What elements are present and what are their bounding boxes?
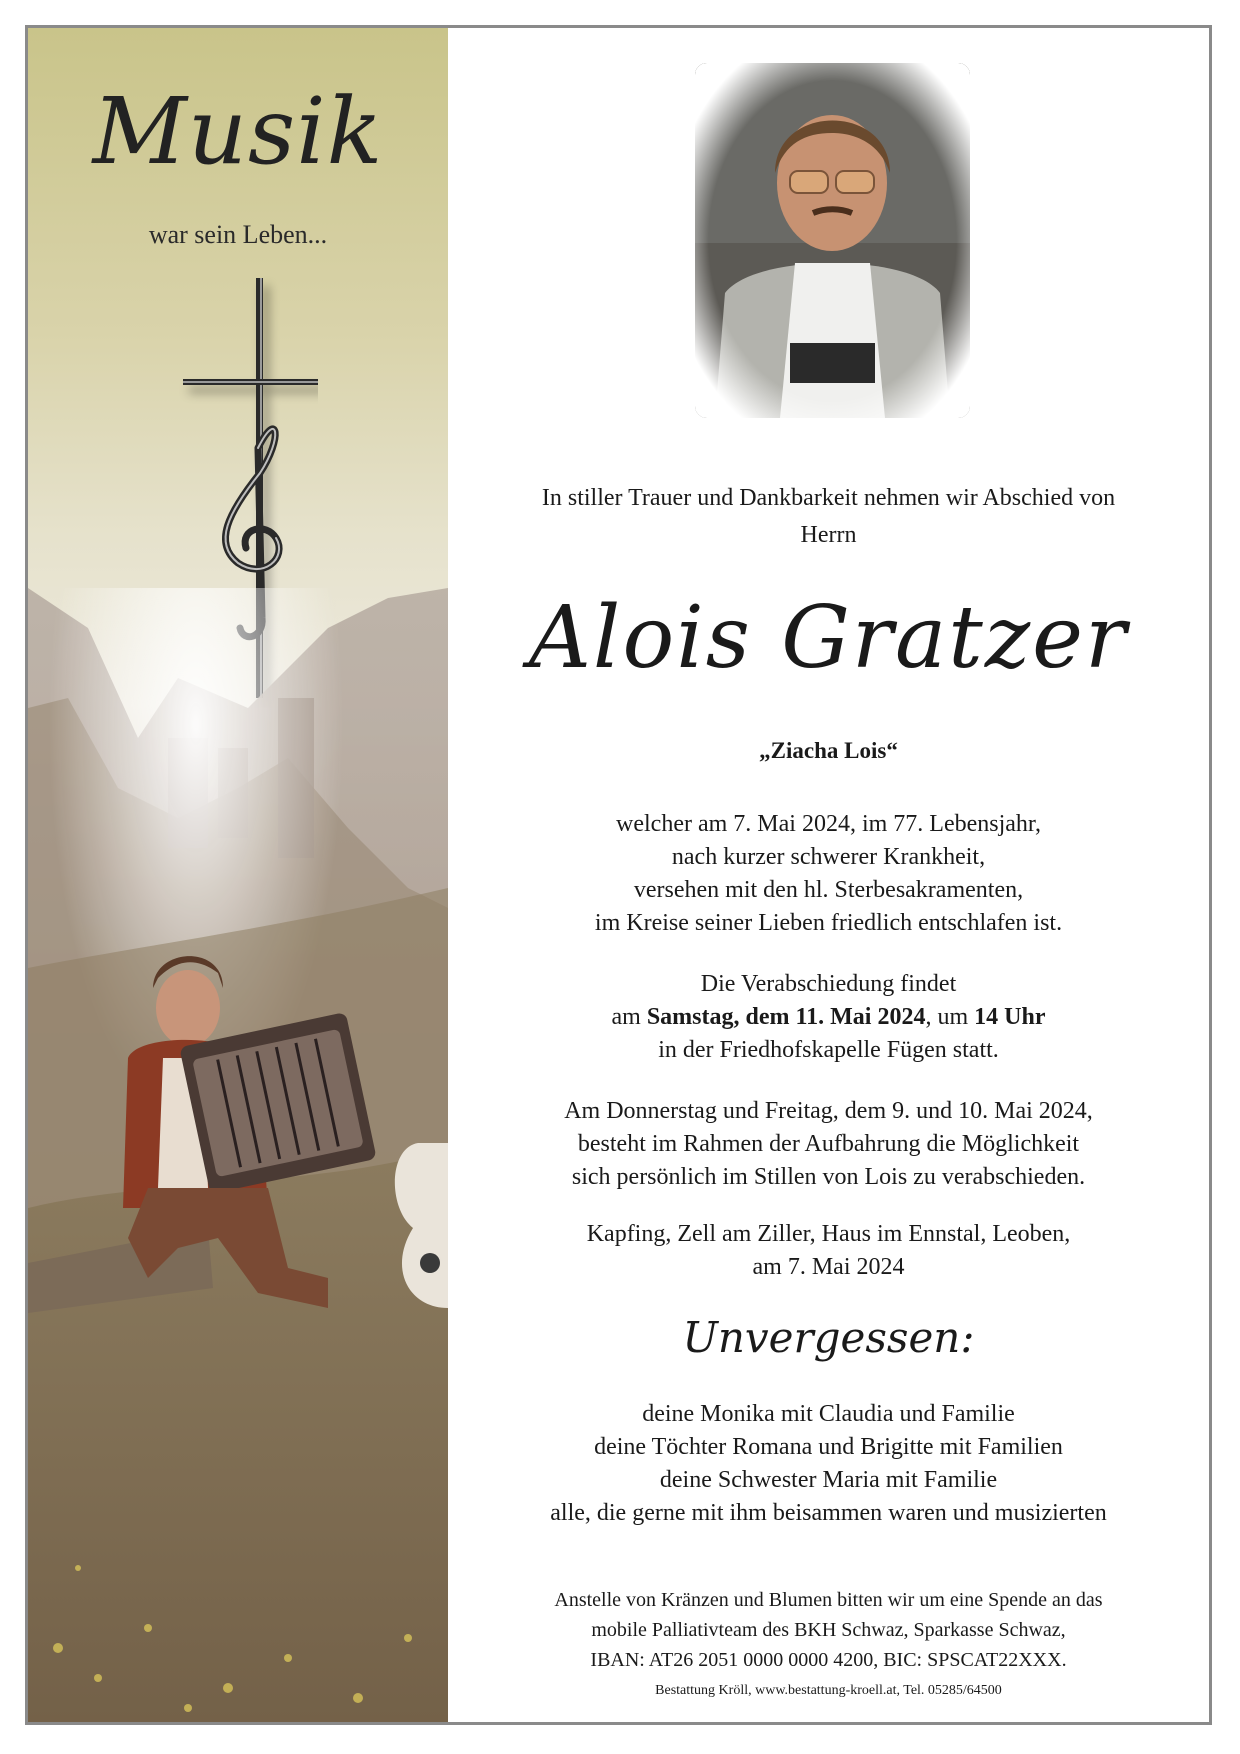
mourner-line: deine Schwester Maria mit Familie <box>659 1467 998 1493</box>
place-date-line: Kapfing, Zell am Ziller, Haus im Ennstal, Leoben, <box>586 1221 1071 1247</box>
viewing-line: sich persönlich im Stillen von Lois zu verabschieden. <box>571 1164 1086 1190</box>
intro-line: Herrn <box>800 522 857 548</box>
mourner-line: deine Töchter Romana und Brigitte mit Familien <box>594 1434 1063 1460</box>
footer-credit: Bestattung Kröll, www.bestattung-kroell.at, Tel. 05285/64500 <box>655 1683 1002 1698</box>
main-content <box>448 28 1209 1722</box>
unforgotten-heading: Unvergessen: <box>682 1313 975 1362</box>
farewell-line: Die Verabschiedung findet <box>700 971 957 997</box>
farewell-line <box>448 1001 1209 1034</box>
sidebar-title: Musik <box>92 78 384 185</box>
death-notice-line: im Kreise seiner Lieben friedlich entschlafen ist. <box>594 910 1063 936</box>
portrait-photo <box>695 63 970 418</box>
viewing-notice <box>448 1095 1209 1194</box>
farewell-pre: am <box>611 1004 647 1030</box>
death-notice-line: versehen mit den hl. Sterbesakramenten, <box>633 877 1024 903</box>
intro-text <box>448 480 1209 554</box>
landscape-illustration <box>28 588 448 1722</box>
death-notice-line: nach kurzer schwerer Krankheit, <box>671 844 986 870</box>
farewell-line: in der Friedhofskapelle Fügen statt. <box>658 1037 999 1063</box>
viewing-line: Am Donnerstag und Freitag, dem 9. und 10. Mai 2024, <box>564 1098 1093 1124</box>
donation-line: Anstelle von Kränzen und Blumen bitten wir um eine Spende an das <box>554 1589 1103 1611</box>
place-date <box>448 1218 1209 1284</box>
farewell-notice <box>448 968 1209 1067</box>
farewell-date: Samstag, dem 11. Mai 2024 <box>646 1004 926 1030</box>
donation-line: mobile Palliativteam des BKH Schwaz, Sparkasse Schwaz, <box>591 1619 1066 1641</box>
farewell-mid: , um <box>925 1004 975 1030</box>
deceased-name: Alois Gratzer <box>528 588 1129 688</box>
donation-note <box>448 1585 1209 1675</box>
farewell-time: 14 Uhr <box>974 1004 1046 1030</box>
place-date-line: am 7. Mai 2024 <box>752 1254 905 1280</box>
death-notice-line: welcher am 7. Mai 2024, im 77. Lebensjahr, <box>616 811 1041 837</box>
death-notice <box>448 808 1209 940</box>
sidebar-panel <box>28 28 448 1722</box>
deceased-nickname: „Ziacha Lois“ <box>759 738 898 763</box>
mourners-list <box>448 1398 1209 1530</box>
donation-line: IBAN: AT26 2051 0000 0000 4200, BIC: SPSCAT22XXX. <box>590 1649 1067 1671</box>
sidebar-subtitle: war sein Leben... <box>148 220 328 249</box>
intro-line: In stiller Trauer und Dankbarkeit nehmen wir Abschied von <box>541 485 1116 511</box>
viewing-line: besteht im Rahmen der Aufbahrung die Möglichkeit <box>577 1131 1080 1157</box>
mourner-line: alle, die gerne mit ihm beisammen waren und musizierten <box>550 1500 1107 1526</box>
mourner-line: deine Monika mit Claudia und Familie <box>642 1401 1015 1427</box>
